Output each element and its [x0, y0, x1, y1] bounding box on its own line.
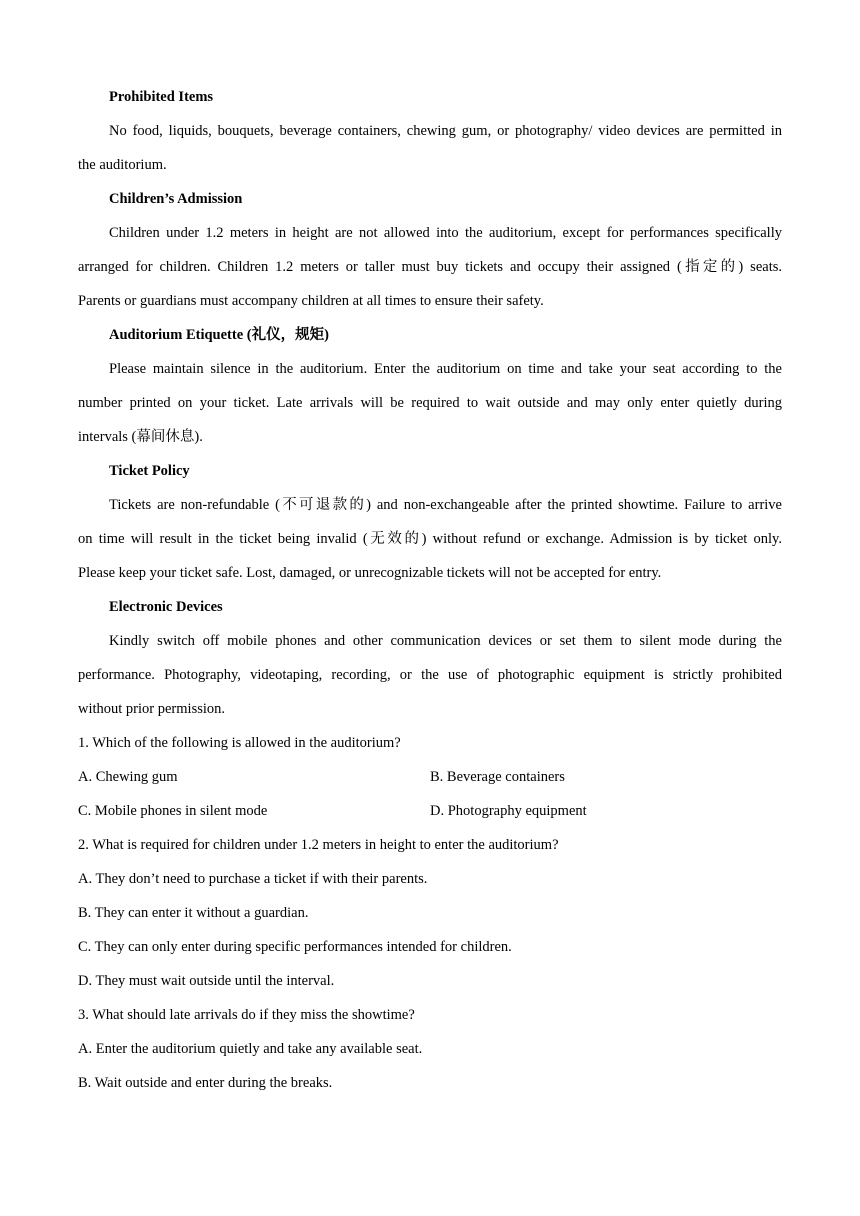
question-1-options-row-1	[78, 760, 782, 794]
section-heading-auditorium-etiquette: Auditorium Etiquette (礼仪，规矩)	[109, 327, 329, 343]
section-heading-electronic-devices: Electronic Devices	[109, 599, 223, 615]
question-3-text: 3. What should late arrivals do if they miss the showtime?	[78, 1007, 415, 1023]
question-1-text: 1. Which of the following is allowed in the auditorium?	[78, 735, 401, 751]
paragraph-line: Tickets are non-refundable (不可退款的) and non-exchangeable after the printed showtime. Failure to arrive	[109, 497, 782, 513]
question-1-option-b: B. Beverage containers	[430, 769, 565, 785]
question-1-option-d: D. Photography equipment	[430, 803, 587, 819]
section-heading-prohibited-items: Prohibited Items	[109, 89, 214, 105]
question-1-options-row-2	[78, 794, 782, 828]
paragraph-line: Parents or guardians must accompany children at all times to ensure their safety.	[78, 293, 544, 309]
section-heading-childrens-admission: Children’s Admission	[109, 191, 243, 207]
paragraph-line: Please maintain silence in the auditorium. Enter the auditorium on time and take your seat according to the	[109, 361, 782, 377]
paragraph-line: intervals (幕间休息).	[78, 429, 203, 445]
question-2-option-c: C. They can only enter during specific performances intended for children.	[78, 939, 512, 955]
paragraph-line: No food, liquids, bouquets, beverage containers, chewing gum, or photography/ video devices are permitted in	[109, 123, 782, 139]
paragraph-line: without prior permission.	[78, 701, 226, 717]
paragraph-line: on time will result in the ticket being invalid (无效的) without refund or exchange. Admission is by ticket only.	[78, 531, 782, 547]
paragraph-line: Children under 1.2 meters in height are not allowed into the auditorium, except for performances specifically	[109, 225, 782, 241]
question-2-option-d: D. They must wait outside until the interval.	[78, 973, 335, 989]
paragraph-line: number printed on your ticket. Late arrivals will be required to wait outside and may only enter quietly during	[78, 395, 782, 411]
question-1-option-a: A. Chewing gum	[78, 769, 178, 785]
question-3-option-a: A. Enter the auditorium quietly and take any available seat.	[78, 1041, 423, 1057]
question-1-option-c: C. Mobile phones in silent mode	[78, 803, 268, 819]
paragraph-line: the auditorium.	[78, 157, 167, 173]
paragraph-line: Please keep your ticket safe. Lost, damaged, or unrecognizable tickets will not be accepted for entry.	[78, 565, 662, 581]
section-heading-ticket-policy: Ticket Policy	[109, 463, 190, 479]
paragraph-line: Kindly switch off mobile phones and other communication devices or set them to silent mode during the	[109, 633, 782, 649]
paragraph-line: arranged for children. Children 1.2 meters or taller must buy tickets and occupy their assigned (指定的) seats.	[78, 259, 782, 275]
paragraph-line: performance. Photography, videotaping, recording, or the use of photographic equipment is strictly prohibited	[78, 667, 782, 683]
document-content	[78, 80, 782, 1100]
question-2-option-a: A. They don’t need to purchase a ticket if with their parents.	[78, 871, 428, 887]
question-2-option-b: B. They can enter it without a guardian.	[78, 905, 309, 921]
question-2-text: 2. What is required for children under 1.2 meters in height to enter the auditorium?	[78, 837, 559, 853]
question-3-option-b: B. Wait outside and enter during the breaks.	[78, 1075, 333, 1091]
